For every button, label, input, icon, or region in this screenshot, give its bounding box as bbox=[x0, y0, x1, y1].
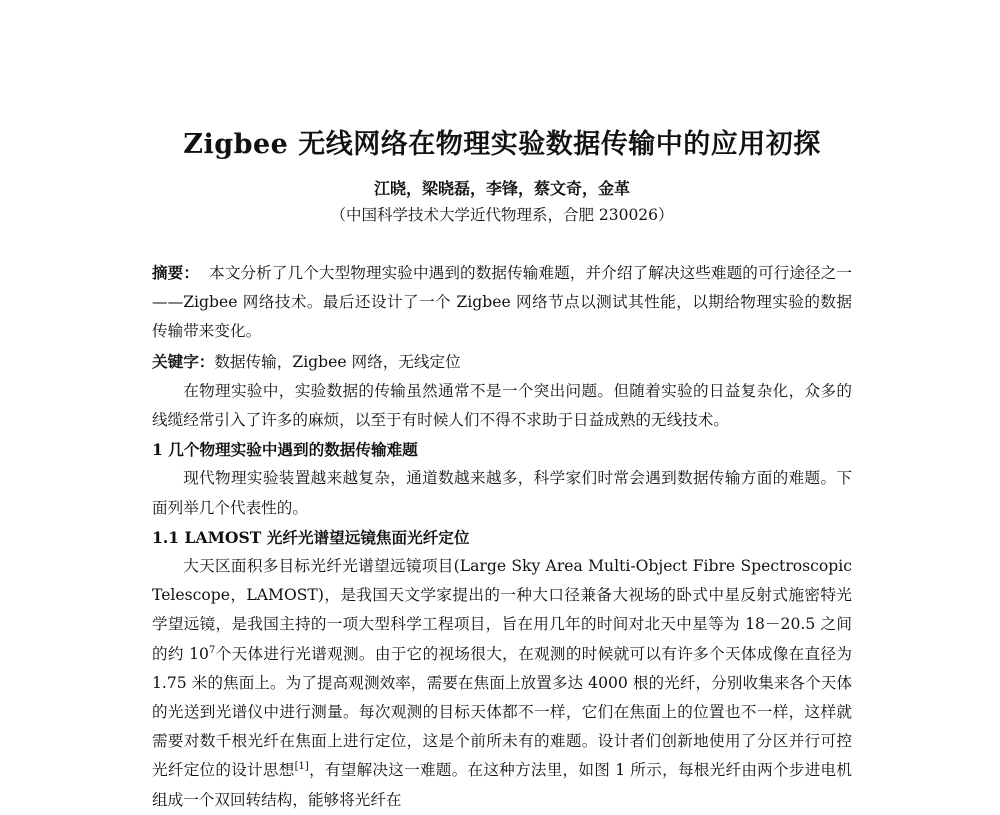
affiliation: （中国科学技术大学近代物理系，合肥 230026） bbox=[330, 206, 674, 224]
section-1-1-paragraph bbox=[152, 552, 852, 815]
keywords-label: 关键字： bbox=[152, 351, 215, 371]
section-1-1-heading: 1.1 LAMOST 光纤光谱望远镜焦面光纤定位 bbox=[152, 527, 470, 547]
paper-body bbox=[152, 258, 852, 815]
intro-paragraph: 在物理实验中，实验数据的传输虽然通常不是一个突出问题。但随着实验的日益复杂化，众多的线缆经常引入了许多的麻烦，以至于有时候人们不得不求助于日益成熟的无线技术。 bbox=[152, 381, 852, 430]
abstract-label: 摘要： bbox=[152, 263, 200, 282]
lamost-text-a: 大天区面积多目标光纤光谱望远镜项目(Large Sky Area Multi-Object Fibre Spectroscopic Telescope，LAMOST)，是我国天文学家提出的一种大口径兼备大视场的卧式中星反射式施密特光学望远镜，是我国主持的一项大型科学工程项目，旨在用几年的时间对北天中星等为 18－20.5 之间的约 10 bbox=[152, 557, 852, 663]
citation-ref: [1] bbox=[294, 761, 309, 773]
lamost-text-c: ，有望解决这一难题。在这种方法里，如图 1 所示，每根光纤由两个步进电机组成一个双回转结构，能够将光纤在 bbox=[152, 761, 852, 809]
lamost-text-b: 个天体进行光谱观测。由于它的视场很大，在观测的时候就可以有许多个天体成像在直径为 1.75 米的焦面上。为了提高观测效率，需要在焦面上放置多达 4000 根的光纤，分别收集来各个天体的光送到光谱仪中进行测量。每次观测的目标天体都不一样，它们在焦面上的位置也不一样，这样就需要对数千根光纤在焦面上进行定位，这是个前所未有的难题。设计者们创新地使用了分区并行可控光纤定位的设计思想 bbox=[152, 644, 852, 780]
keywords-text: 数据传输，Zigbee 网络，无线定位 bbox=[214, 352, 461, 371]
exponent: 7 bbox=[208, 644, 216, 656]
keywords bbox=[152, 347, 852, 377]
abstract-text: 本文分析了几个大型物理实验中遇到的数据传输难题，并介绍了解决这些难题的可行途径之一——Zigbee 网络技术。最后还设计了一个 Zigbee 网络节点以测试其性能，以期给物理实验的数据传输带来变化。 bbox=[152, 264, 852, 341]
section-1-heading: 1 几个物理实验中遇到的数据传输难题 bbox=[152, 440, 418, 460]
section-1-paragraph: 现代物理实验装置越来越复杂，通道数越来越多，科学家们时常会遇到数据传输方面的难题。下面列举几个代表性的。 bbox=[152, 469, 852, 517]
abstract bbox=[152, 258, 852, 347]
author-list: 江晓，梁晓磊，李锋，蔡文奇，金革 bbox=[373, 179, 630, 198]
paper-title: Zigbee 无线网络在物理实验数据传输中的应用初探 bbox=[183, 129, 821, 160]
